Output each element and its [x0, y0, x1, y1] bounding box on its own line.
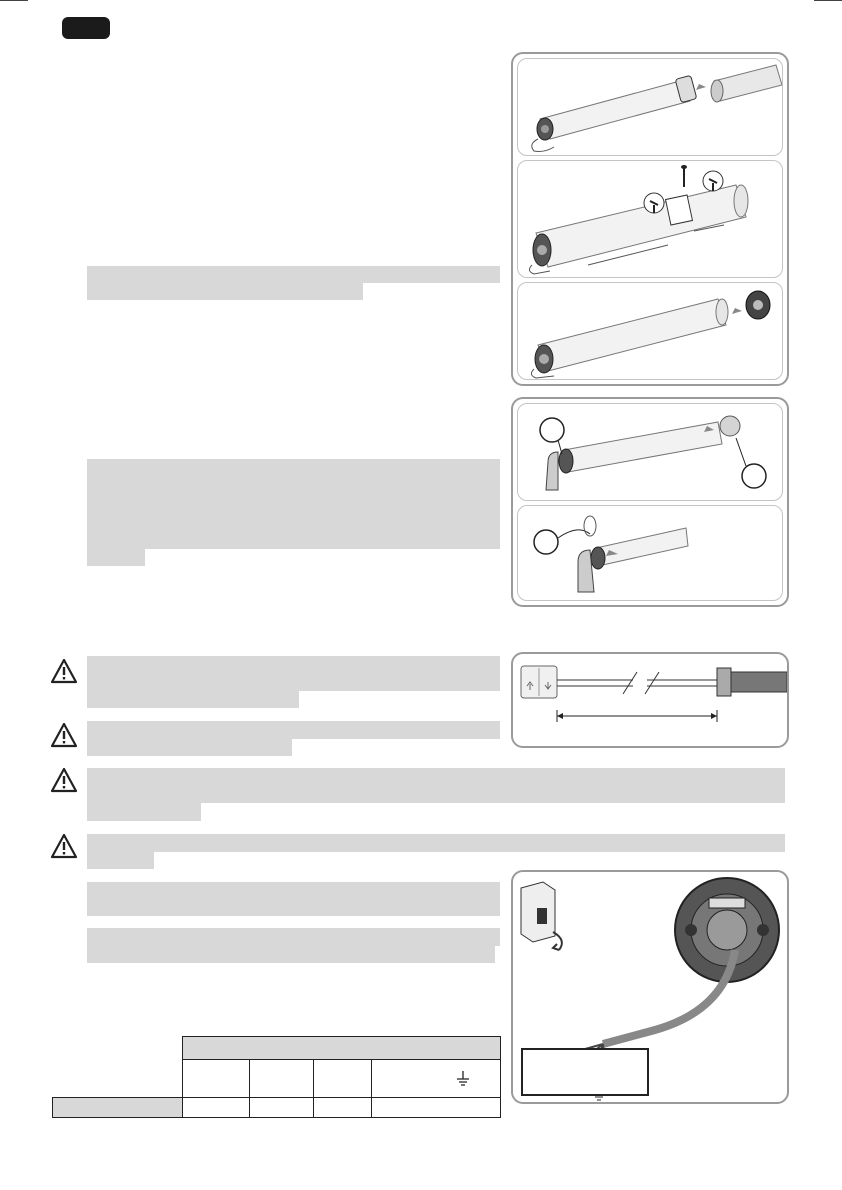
- warning-text-bar: [87, 691, 299, 708]
- step-mount-endcap: [517, 282, 783, 380]
- earth-ground-icon: [456, 1071, 470, 1087]
- motor-assembly-figure: [511, 52, 789, 386]
- text-bar: [87, 283, 363, 300]
- warning-text-bar: [87, 721, 500, 739]
- text-bar: [87, 928, 500, 946]
- warning-triangle-icon: [50, 658, 78, 684]
- wiring-figure: [511, 870, 789, 1104]
- text-bar: [87, 266, 500, 283]
- warning-text-bar: [87, 803, 201, 821]
- step-insert-adapter: [517, 58, 783, 156]
- table-group-header: [182, 1037, 500, 1060]
- warning-triangle-icon: [50, 767, 78, 793]
- warning-triangle-icon: [50, 722, 78, 748]
- warning-triangle-icon: [50, 833, 78, 859]
- table-cell: [249, 1098, 313, 1118]
- warning-text-bar: [87, 656, 500, 691]
- cable-length-figure: [511, 652, 789, 748]
- table-col-header: [249, 1060, 313, 1098]
- wire-spec-table: [52, 1036, 501, 1118]
- table-cell: [313, 1098, 371, 1118]
- text-bar: [87, 946, 495, 963]
- warning-text-bar: [87, 852, 154, 869]
- step-insert-tube: [517, 403, 783, 501]
- table-col-header: [313, 1060, 371, 1098]
- connection-box: [521, 1048, 649, 1096]
- warning-text-bar: [87, 739, 292, 756]
- table-col-header: [182, 1060, 249, 1098]
- table-row-label: [53, 1098, 183, 1118]
- text-bar: [87, 459, 500, 549]
- text-bar: [87, 882, 500, 916]
- step-clip-motor: [517, 505, 783, 601]
- step-fix-crown: [517, 160, 783, 278]
- warning-text-bar: [87, 768, 785, 803]
- language-badge: [62, 17, 110, 39]
- circuit-breaker-icon: [521, 882, 562, 950]
- bracket-install-figure: [511, 397, 789, 607]
- crop-marks: [0, 0, 842, 1]
- text-bar: [87, 549, 145, 566]
- table-col-header-earth: [371, 1060, 500, 1098]
- warning-text-bar: [87, 834, 785, 852]
- table-cell: [182, 1098, 249, 1118]
- table-cell: [371, 1098, 500, 1118]
